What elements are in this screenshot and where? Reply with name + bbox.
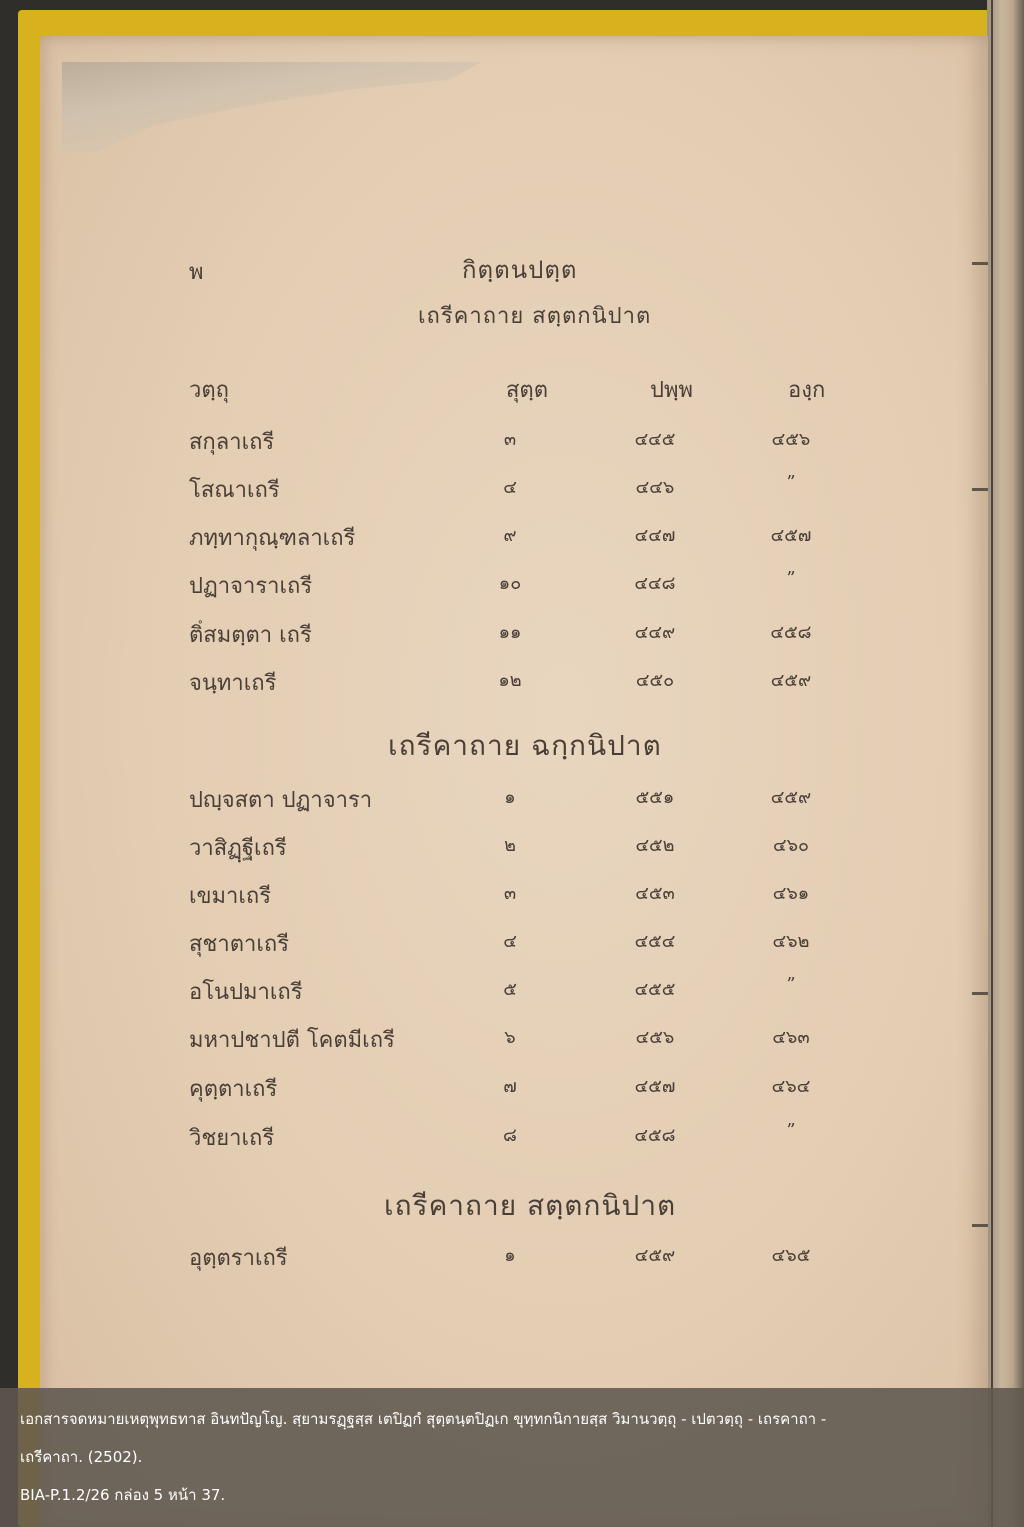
row-anga: ๔๖๔	[771, 1076, 811, 1097]
row-name: อุตฺตราเถรี	[189, 1246, 288, 1271]
row-sutta: ๑๒	[498, 670, 522, 691]
table-row	[0, 424, 948, 464]
table-row	[0, 1120, 948, 1160]
row-pubba: ๔๕๖	[635, 1027, 675, 1048]
table-row	[0, 926, 948, 966]
row-name: โสณาเถรี	[189, 478, 280, 503]
row-name: ปฏาจาราเถรี	[189, 574, 313, 599]
book-spine-edge	[987, 0, 1024, 1527]
row-sutta: ๗	[503, 1076, 517, 1097]
table-row	[0, 520, 948, 560]
row-sutta: ๔	[503, 477, 517, 498]
table-row	[0, 472, 948, 512]
row-sutta: ๘	[503, 1125, 517, 1146]
row-sutta: ๒	[504, 835, 516, 856]
caption-line-1: เอกสารจดหมายเหตุพุทธทาส อินทปัญโญ. สฺยามรฏฺฐสฺส เตปิฏกํ สุตฺตนฺตปิฏเก ขุทฺทกนิกายสฺส วิมานวตฺถุ - เปตวตฺถุ - เถรคาถา -	[20, 1410, 827, 1428]
row-name: วาสิฏฺฐีเถรี	[189, 836, 287, 861]
binding-mark	[972, 488, 988, 491]
page-mark: พ	[189, 260, 204, 285]
row-pubba: ๔๔๕	[634, 429, 676, 450]
row-name: จนฺทาเถรี	[189, 671, 277, 696]
table-row	[0, 1071, 948, 1111]
caption-line-3: BIA-P.1.2/26 กล่อง 5 หน้า 37.	[20, 1486, 226, 1504]
column-header-pubba: ปพฺพ	[650, 378, 693, 403]
row-pubba: ๔๔๙	[634, 622, 676, 643]
table-row	[0, 782, 948, 822]
row-anga: ”	[786, 1120, 796, 1141]
binding-mark	[972, 1224, 988, 1227]
row-name: ปญฺจสตา ปฏาจารา	[189, 788, 373, 813]
row-anga: ๔๖๓	[772, 1027, 810, 1048]
row-pubba: ๔๕๔	[634, 931, 676, 952]
row-sutta: ๕	[503, 979, 517, 1000]
row-anga: ๔๖๒	[772, 931, 810, 952]
row-anga: ๔๖๑	[772, 883, 810, 904]
row-anga: ๔๖๐	[772, 835, 810, 856]
row-pubba: ๔๕๓	[635, 883, 675, 904]
row-pubba: ๔๕๒	[635, 835, 675, 856]
column-header-anga: องฺก	[788, 378, 826, 403]
caption-line-2: เถรีคาถา. (2502).	[20, 1448, 143, 1466]
row-pubba: ๔๕๕	[634, 979, 676, 1000]
row-name: ภทฺทากุณฺฑลาเถรี	[189, 526, 356, 551]
row-pubba: ๔๕๐	[635, 670, 675, 691]
table-row	[0, 1240, 948, 1280]
row-name: สกุลาเถรี	[189, 430, 275, 455]
row-anga: ๔๕๖	[771, 429, 811, 450]
row-anga: ”	[786, 974, 796, 995]
row-anga: ”	[786, 568, 796, 589]
row-sutta: ๑๐	[498, 573, 522, 594]
row-sutta: ๑	[504, 787, 516, 808]
row-name: ติํสมตฺตา เถรี	[189, 623, 312, 648]
table-row	[0, 1022, 948, 1062]
table-row	[0, 878, 948, 918]
row-pubba: ๔๔๖	[635, 477, 675, 498]
row-name: วิชยาเถรี	[189, 1126, 275, 1151]
table-row	[0, 568, 948, 608]
row-pubba: ๔๕๙	[634, 1245, 676, 1266]
row-pubba: ๔๔๘	[634, 573, 676, 594]
row-anga: ๔๕๘	[770, 622, 812, 643]
table-row	[0, 974, 948, 1014]
row-pubba: ๔๕๗	[634, 1076, 676, 1097]
spine-line	[991, 0, 993, 1527]
row-sutta: ๑๑	[498, 622, 522, 643]
section-subhead: เถรีคาถาย สตฺตกนิปาต	[418, 304, 652, 329]
row-name: เขมาเถรี	[189, 884, 272, 909]
row-name: คุตฺตาเถรี	[189, 1077, 278, 1102]
table-row	[0, 617, 948, 657]
row-sutta: ๖	[504, 1027, 516, 1048]
table-row	[0, 665, 948, 705]
row-name: มหาปชาปตี โคตมีเถรี	[189, 1028, 395, 1053]
binding-mark	[972, 992, 988, 995]
row-name: สุชาตาเถรี	[189, 932, 290, 957]
torn-corner	[62, 62, 482, 152]
row-pubba: ๔๕๘	[634, 1125, 676, 1146]
row-anga: ๔๕๙	[770, 787, 812, 808]
row-sutta: ๔	[503, 931, 517, 952]
row-anga: ”	[786, 472, 796, 493]
row-anga: ๔๕๗	[770, 525, 812, 546]
row-anga: ๔๕๙	[770, 670, 812, 691]
section-title: เถรีคาถาย สตฺตกนิปาต	[384, 1189, 677, 1222]
row-sutta: ๓	[503, 883, 517, 904]
row-sutta: ๙	[503, 525, 517, 546]
column-header-name: วตฺถุ	[189, 378, 229, 403]
section-title: เถรีคาถาย ฉกฺกนิปาต	[388, 729, 662, 762]
binding-mark	[972, 262, 988, 265]
row-anga: ๔๖๕	[771, 1245, 811, 1266]
archive-caption	[0, 1388, 1024, 1527]
running-head: กิตฺตนปตฺต	[462, 256, 578, 284]
row-sutta: ๓	[503, 429, 517, 450]
table-row	[0, 830, 948, 870]
row-name: อโนปมาเถรี	[189, 980, 303, 1005]
column-header-sutta: สุตฺต	[506, 378, 549, 403]
row-sutta: ๑	[504, 1245, 516, 1266]
row-pubba: ๕๕๑	[635, 787, 675, 808]
row-pubba: ๔๔๗	[634, 525, 676, 546]
